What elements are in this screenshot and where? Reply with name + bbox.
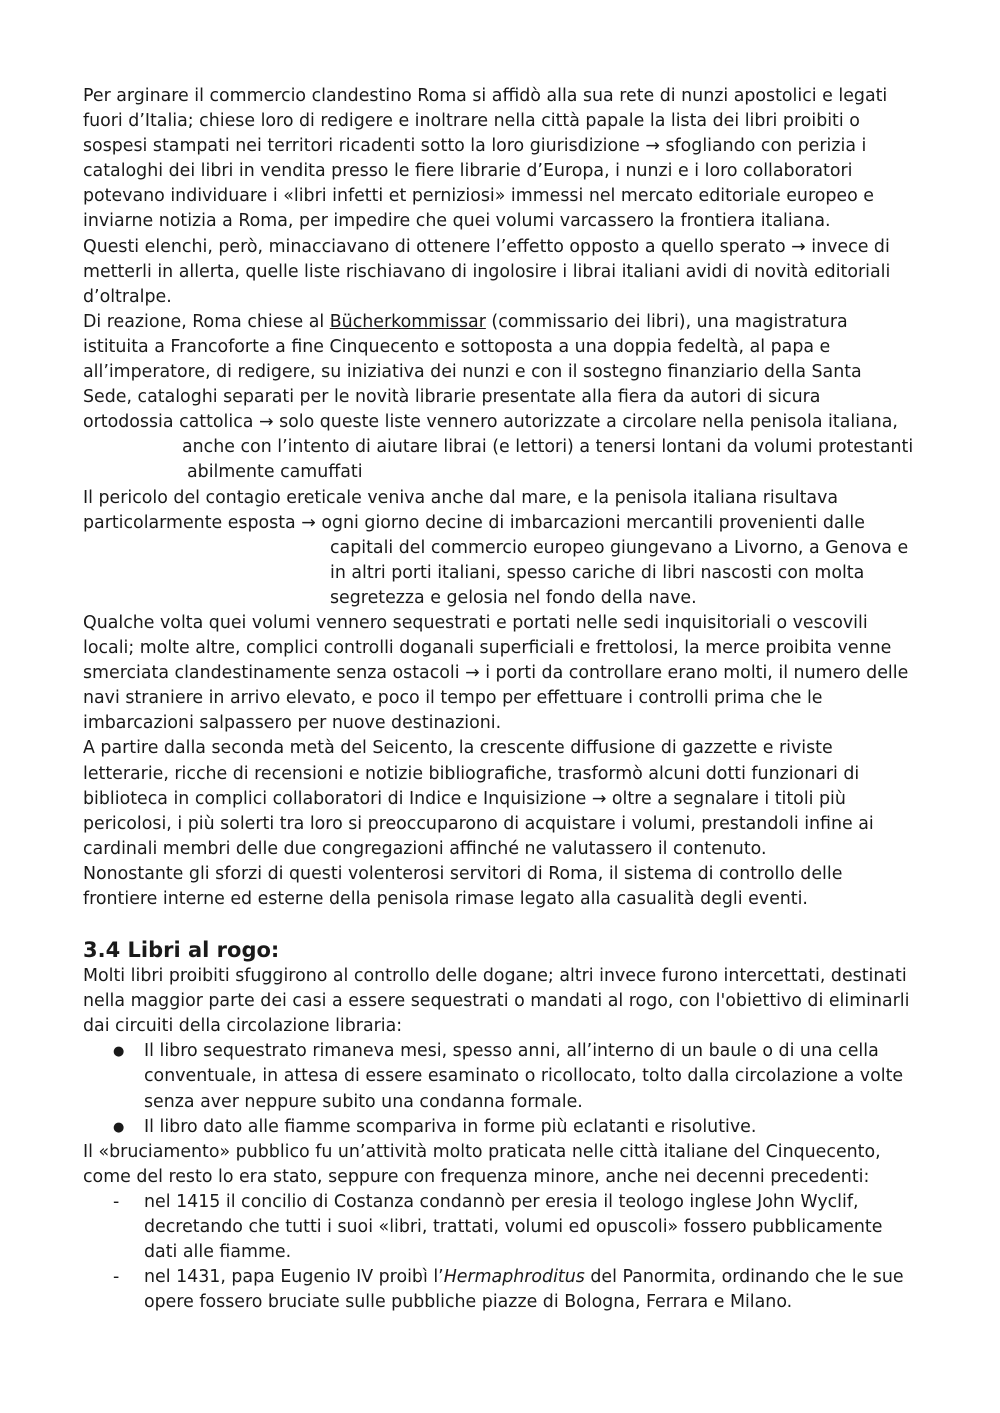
list-item-text: nel 1415 il concilio di Costanza condannò per eresia il teologo inglese John Wyclif, decretando che tutti i suoi «libri, trattati, volumi ed opuscoli» fossero pubblicamente dati alle fiamme. <box>144 1191 883 1263</box>
list-item-text: del Panormita, ordinando che le sue opere fossero bruciate sulle pubbliche piazze di Bologna, Ferrara e Milano. <box>144 1267 904 1313</box>
dash-icon: - <box>113 1191 120 1212</box>
list-item-text: Il libro dato alle fiamme scompariva in forme più eclatanti e risolutive. <box>144 1116 757 1137</box>
work-title: Hermaphroditus <box>443 1267 585 1288</box>
indented-note-line-1: anche con l’intento di aiutare librai (e lettori) a tenersi lontani da volumi protestanti <box>182 437 914 458</box>
paragraph-sequestri: Qualche volta quei volumi vennero sequestrati e portati nelle sedi inquisitoriali o vescovili locali; molte altre, complici controlli doganali superficiali e frettolosi, la merce proibita venne smerciata clandestinamente senza ostacoli → i porti da controllare erano molti, il numero delle navi straniere in arrivo elevato, e poco il tempo per effettuare i controlli prima che le imbarcazioni salpassero per nuove destinazioni. <box>83 612 909 734</box>
indented-note-line-2: abilmente camuffati <box>187 462 363 483</box>
bullet-list <box>83 1039 915 1139</box>
paragraph-text: Di reazione, Roma chiese al <box>83 311 330 332</box>
section-heading: 3.4 Libri al rogo: <box>83 938 280 963</box>
section-intro: Molti libri proibiti sfuggirono al controllo delle dogane; altri invece furono intercettati, destinati nella maggior parte dei casi a essere sequestrati o mandati al rogo, con l'obiettivo di eliminarli dai circuiti della circolazione libraria: <box>83 966 910 1037</box>
list-item <box>83 1190 915 1265</box>
list-item-text: Il libro sequestrato rimaneva mesi, spesso anni, all’interno di un baule o di una cella conventuale, in attesa di essere esaminato o ricollocato, tolto dalla circolazione a volte senza aver neppure subito una condanna formale. <box>144 1041 904 1112</box>
paragraph-elenchi: Questi elenchi, però, minacciavano di ottenere l’effetto opposto a quello sperato → invece di metterli in allerta, quelle liste rischiavano di ingolosire i librai italiani avidi di novità editoriali d’oltralpe. <box>83 236 891 307</box>
dash-list <box>83 1190 915 1315</box>
paragraph-nunzi: Per arginare il commercio clandestino Roma si affidò alla sua rete di nunzi apostolici e legati fuori d’Italia; chiese loro di redigere e inoltrare nella città papale la lista dei libri proibiti o sospesi stampati nei territori ricadenti sotto la loro giurisdizione → sfogliando con perizia i cataloghi dei libri in vendita presso le fiere librarie d’Europa, i nunzi e i loro collaboratori potevano individuare i «libri infetti et perniziosi» immessi nel mercato editoriale europeo e inviarne notizia a Roma, per impedire che quei volumi varcassero la frontiera italiana. <box>83 86 888 232</box>
paragraph-buecherkommissar <box>83 310 915 435</box>
dash-icon: - <box>113 1267 120 1288</box>
bullet-icon: ● <box>113 1119 125 1135</box>
paragraph-bruciamento: Il «bruciamento» pubblico fu un’attività molto praticata nelle città italiane del Cinquecento, come del resto lo era stato, seppure con frequenza minore, anche nei decenni precedenti: <box>83 1141 881 1187</box>
paragraph-contagio: Il pericolo del contagio ereticale veniva anche dal mare, e la penisola italiana risultava particolarmente esposta → ogni giorno decine di imbarcazioni mercantili provenienti dalle <box>83 487 865 533</box>
paragraph-casualita: Nonostante gli sforzi di questi volenterosi servitori di Roma, il sistema di controllo delle frontiere interne ed esterne della penisola rimase legato alla casualità degli eventi. <box>83 863 843 909</box>
list-item-text: nel 1431, papa Eugenio IV proibì l’ <box>144 1267 444 1288</box>
buecherkommissar-link[interactable]: Bücherkommissar <box>329 311 486 332</box>
bullet-icon: ● <box>113 1044 125 1060</box>
paragraph-text: (commissario dei libri), una magistratura istituita a Francoforte a fine Cinquecento e sottoposta a una doppia fedeltà, al papa e all’imperatore, di redigere, su iniziativa dei nunzi e con il sostegno finanziario della Santa Sede, cataloghi separati per le novità librarie presentate alla fiera da autori di sicura ortodossia cattolica → solo queste liste vennero autorizzate a circolare nella penisola italiana, <box>83 311 898 433</box>
list-item <box>83 1039 915 1114</box>
paragraph-seicento: A partire dalla seconda metà del Seicento, la crescente diffusione di gazzette e riviste letterarie, ricche di recensioni e notizie bibliografiche, trasformò alcuni dotti funzionari di biblioteca in complici collaboratori di Indice e Inquisizione → oltre a segnalare i titoli più pericolosi, i più solerti tra loro si preoccuparono di acquistare i volumi, prestandoli infine ai cardinali membri delle due congregazioni affinché ne valutassero il contenuto. <box>83 738 874 859</box>
document-page <box>83 84 915 1315</box>
indented-note-porti: capitali del commercio europeo giungevano a Livorno, a Genova e in altri porti italiani, spesso cariche di libri nascosti con molta segretezza e gelosia nel fondo della nave. <box>330 537 909 608</box>
list-item <box>83 1265 915 1315</box>
list-item <box>83 1115 915 1140</box>
